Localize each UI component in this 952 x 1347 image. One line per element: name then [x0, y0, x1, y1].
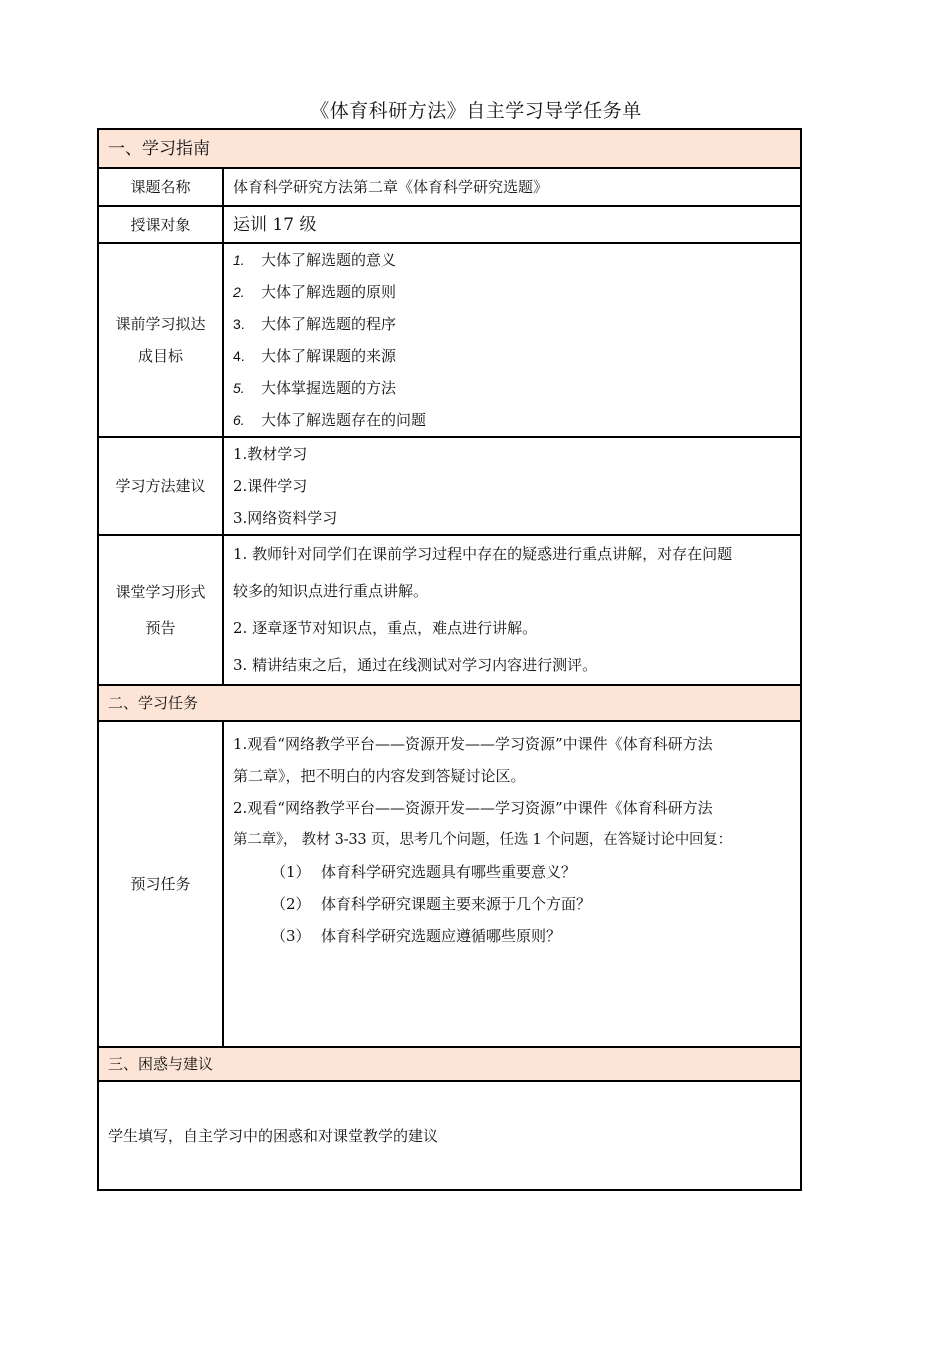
section2-heading: 二、学习任务 [98, 685, 801, 721]
feedback-row [98, 1081, 801, 1190]
list-item: 2. 大体了解选题的原则 [233, 283, 397, 301]
classroom-label-line-1: 课堂学习形式 [115, 583, 206, 601]
paragraph-line: 1.观看“网络教学平台——资源开发——学习资源”中课件《体育科研方法 [233, 735, 713, 753]
paragraph-line: 较多的知识点进行重点讲解。 [233, 582, 429, 600]
preview-label: 预习任务 [98, 721, 223, 1047]
methods-label: 学习方法建议 [98, 437, 223, 535]
paragraph-line: 2. 逐章逐节对知识点，重点，难点进行讲解。 [233, 619, 538, 637]
goals-label-line-2: 成目标 [137, 347, 183, 365]
classroom-label [98, 535, 223, 685]
feedback-content: 学生填写，自主学习中的困惑和对课堂教学的建议 [98, 1081, 801, 1190]
paragraph-line: 第二章》， 教材 3-33 页，思考几个问题，任选 1 个问题，在答疑讨论中回复： [233, 832, 732, 848]
methods-list [223, 437, 801, 535]
section1-header-row [98, 129, 801, 168]
question-item: （1） 体育科学研究选题具有哪些重要意义？ [271, 863, 577, 881]
preview-row [98, 721, 801, 1047]
list-item: 1. 大体了解选题的意义 [233, 251, 397, 269]
section3-header-row [98, 1047, 801, 1081]
paragraph-line: 2.观看“网络教学平台——资源开发——学习资源”中课件《体育科研方法 [233, 799, 713, 817]
section1-heading: 一、学习指南 [98, 129, 801, 168]
list-item: 3.网络资料学习 [233, 509, 338, 527]
list-item: 2.课件学习 [233, 477, 308, 495]
list-item: 4. 大体了解课题的来源 [233, 347, 397, 365]
paragraph-line: 3. 精讲结束之后，通过在线测试对学习内容进行测评。 [233, 656, 598, 674]
audience-label: 授课对象 [98, 206, 223, 243]
goals-list [223, 243, 801, 437]
guide-table [97, 128, 802, 1191]
list-item: 6. 大体了解选题存在的问题 [233, 411, 427, 429]
paragraph-line: 1. 教师针对同学们在课前学习过程中存在的疑惑进行重点讲解，对存在问题 [233, 545, 733, 563]
question-item: （2） 体育科学研究课题主要来源于几个方面？ [271, 895, 592, 913]
topic-value: 体育科学研究方法第二章《体育科学研究选题》 [223, 168, 801, 206]
section2-header-row [98, 685, 801, 721]
document-title: 《体育科研方法》自主学习导学任务单 [310, 100, 642, 122]
goals-label-line-1: 课前学习拟达 [115, 315, 206, 333]
list-item: 5. 大体掌握选题的方法 [233, 379, 397, 397]
topic-label: 课题名称 [98, 168, 223, 206]
audience-value: 运训 17 级 [223, 206, 801, 243]
methods-row [98, 437, 801, 535]
classroom-label-line-2: 预告 [145, 619, 176, 637]
list-item: 3. 大体了解选题的程序 [233, 315, 397, 333]
goals-label [98, 243, 223, 437]
classroom-row [98, 535, 801, 685]
classroom-content [223, 535, 801, 685]
goals-row [98, 243, 801, 437]
audience-row [98, 206, 801, 243]
section3-heading: 三、困惑与建议 [98, 1047, 801, 1081]
preview-content [223, 721, 801, 1047]
paragraph-line: 第二章》，把不明白的内容发到答疑讨论区。 [233, 767, 526, 785]
topic-row [98, 168, 801, 206]
list-item: 1.教材学习 [233, 445, 308, 463]
question-item: （3） 体育科学研究选题应遵循哪些原则？ [271, 927, 562, 945]
